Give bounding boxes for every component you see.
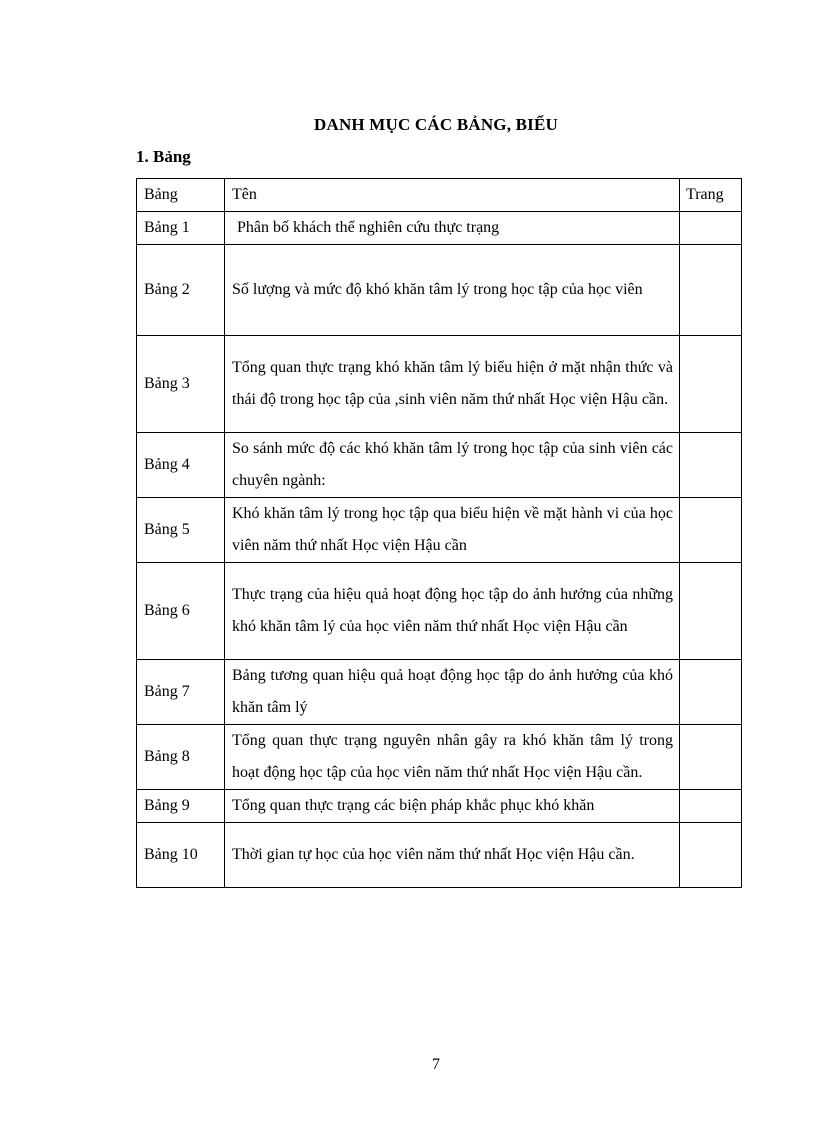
row-name: So sánh mức độ các khó khăn tâm lý trong học tập của sinh viên các chuyên ngành: (225, 433, 680, 498)
row-page (680, 790, 742, 823)
table-row (137, 498, 742, 563)
row-name: Thực trạng của hiệu quả hoạt động học tập do ảnh hưởng của những khó khăn tâm lý của học viên năm thứ nhất Học viện Hậu cần (225, 563, 680, 660)
row-page (680, 433, 742, 498)
header-cell-page: Trang (680, 179, 742, 212)
row-number: Bảng 3 (137, 336, 225, 433)
row-page (680, 336, 742, 433)
row-page (680, 245, 742, 336)
table-row (137, 245, 742, 336)
table-row (137, 725, 742, 790)
table-row (137, 212, 742, 245)
table-of-tables (136, 178, 742, 888)
row-name: Phân bố khách thể nghiên cứu thực trạng (225, 212, 680, 245)
row-number: Bảng 5 (137, 498, 225, 563)
row-name: Bảng tương quan hiệu quả hoạt động học tập do ảnh hưởng của khó khăn tâm lý (225, 660, 680, 725)
row-name: Tổng quan thực trạng nguyên nhân gây ra khó khăn tâm lý trong hoạt động học tập của học viên năm thứ nhất Học viện Hậu cần. (225, 725, 680, 790)
table-row (137, 433, 742, 498)
row-name: Tổng quan thực trạng các biện pháp khắc phục khó khăn (225, 790, 680, 823)
page-number: 7 (432, 1056, 440, 1073)
row-name: Tổng quan thực trạng khó khăn tâm lý biểu hiện ở mặt nhận thức và thái độ trong học tập của ,sinh viên năm thứ nhất Học viện Hậu cần. (225, 336, 680, 433)
row-number: Bảng 2 (137, 245, 225, 336)
row-page (680, 498, 742, 563)
row-number: Bảng 6 (137, 563, 225, 660)
header-cell-number: Bảng (137, 179, 225, 212)
table-row (137, 823, 742, 888)
row-name: Khó khăn tâm lý trong học tập qua biểu hiện về mặt hành vi của học viên năm thứ nhất Học viện Hậu cần (225, 498, 680, 563)
section-heading: 1. Bảng (136, 147, 191, 166)
row-page (680, 660, 742, 725)
table-row (137, 336, 742, 433)
row-number: Bảng 7 (137, 660, 225, 725)
row-page (680, 725, 742, 790)
row-page (680, 212, 742, 245)
row-number: Bảng 8 (137, 725, 225, 790)
row-name: Số lượng và mức độ khó khăn tâm lý trong học tập của học viên (225, 245, 680, 336)
page-title: DANH MỤC CÁC BẢNG, BIỂU (313, 115, 559, 134)
row-page (680, 563, 742, 660)
row-number: Bảng 9 (137, 790, 225, 823)
row-page (680, 823, 742, 888)
row-number: Bảng 4 (137, 433, 225, 498)
table-row (137, 563, 742, 660)
row-number: Bảng 10 (137, 823, 225, 888)
table-header-row (137, 179, 742, 212)
table-row (137, 790, 742, 823)
row-name: Thời gian tự học của học viên năm thứ nhất Học viện Hậu cần. (225, 823, 680, 888)
header-cell-name: Tên (225, 179, 680, 212)
row-number: Bảng 1 (137, 212, 225, 245)
table-row (137, 660, 742, 725)
